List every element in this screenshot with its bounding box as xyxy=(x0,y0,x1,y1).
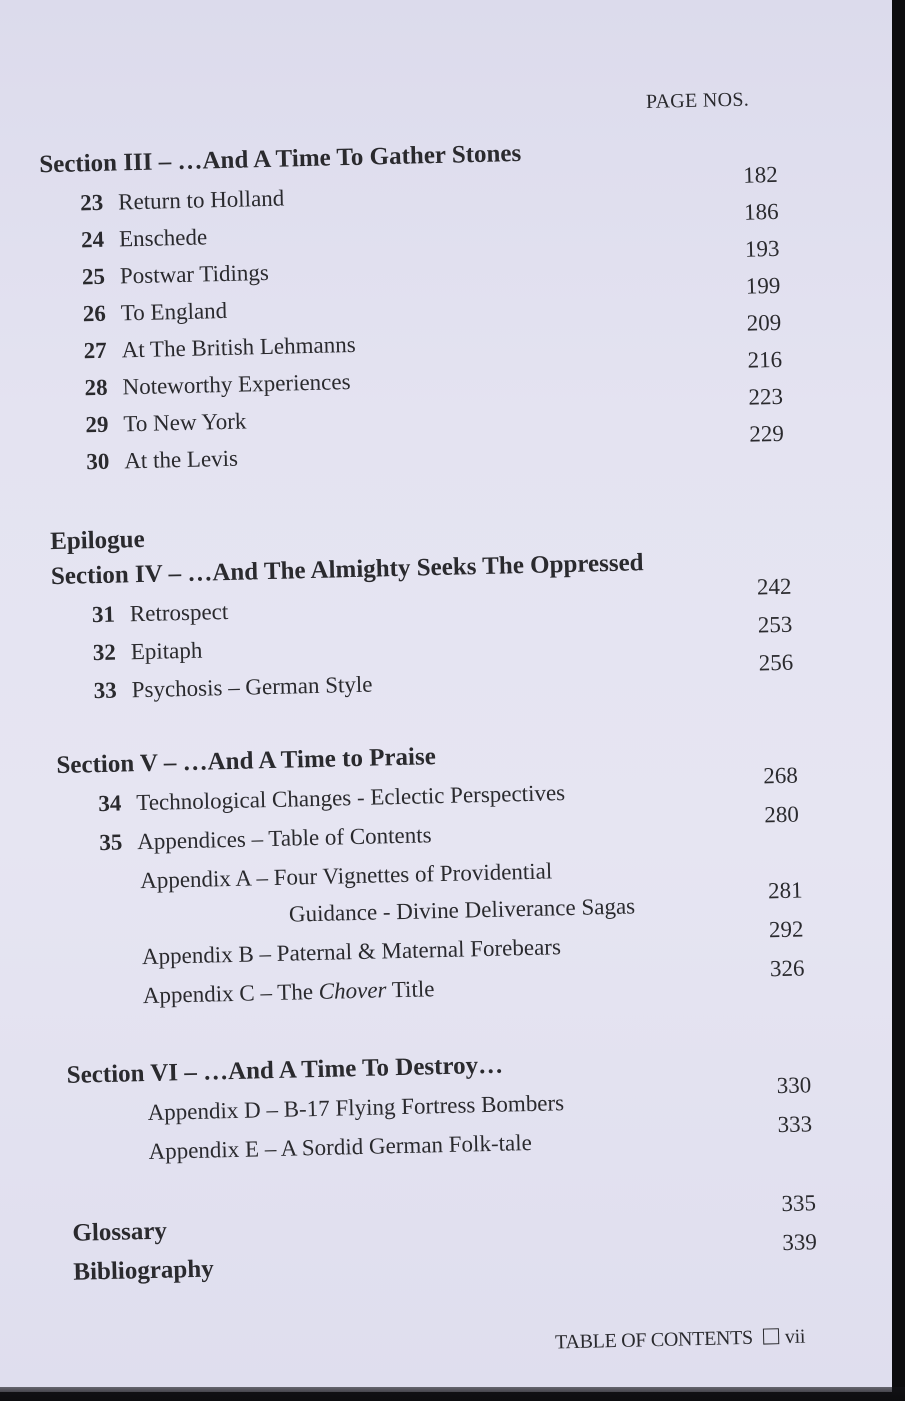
entry-page-number: 209 xyxy=(746,309,782,336)
entry-title: Noteworthy Experiences xyxy=(122,369,351,400)
section-3-title: Section III – …And A Time To Gather Stones xyxy=(38,139,522,179)
section-4-title: Section IV – …And The Almighty Seeks The Oppressed xyxy=(50,549,644,591)
entry-number: 23 xyxy=(79,189,104,216)
toc-entry-25 xyxy=(82,260,269,290)
entry-page-number: 223 xyxy=(748,383,784,410)
section-6-title: Section VI – …And A Time To Destroy… xyxy=(66,1051,504,1089)
entry-number: 33 xyxy=(93,677,117,704)
entry-page-number: 186 xyxy=(743,198,779,225)
entry-title: Retrospect xyxy=(129,598,229,627)
entry-page-number: 253 xyxy=(757,611,793,638)
entry-title: At the Levis xyxy=(123,445,239,474)
entry-title: Technological Changes - Eclectic Perspectives xyxy=(136,780,566,816)
appendix-c-title-post: Title xyxy=(386,976,435,1003)
entry-title: Enschede xyxy=(118,224,208,252)
entry-title: Epitaph xyxy=(130,637,203,665)
square-box-icon xyxy=(763,1328,779,1344)
bibliography-title: Bibliography xyxy=(73,1255,214,1286)
entry-page-number: 292 xyxy=(768,916,804,943)
folio-page-number: vii xyxy=(784,1325,806,1349)
entry-number: 34 xyxy=(98,790,122,817)
page-nos-header: PAGE NOS. xyxy=(645,88,750,113)
toc-entry-26 xyxy=(83,298,228,327)
entry-number: 25 xyxy=(81,263,106,290)
toc-entry-29 xyxy=(85,408,247,438)
entry-page-number: 330 xyxy=(776,1072,812,1099)
entry-page-number: 268 xyxy=(763,762,799,789)
entry-title: Return to Holland xyxy=(117,185,285,215)
entry-title: Psychosis – German Style xyxy=(131,671,373,703)
entry-number: 26 xyxy=(82,300,107,327)
toc-entry-28 xyxy=(84,369,351,401)
page-edge-shadow xyxy=(0,1387,905,1401)
toc-entry-27 xyxy=(83,332,356,364)
toc-entry-31 xyxy=(92,599,229,628)
entry-page-number: 229 xyxy=(749,420,785,447)
toc-entry-33 xyxy=(93,672,372,705)
appendix-c-entry xyxy=(143,976,435,1009)
toc-entry-34 xyxy=(98,780,565,817)
toc-entry-24 xyxy=(81,224,208,253)
entry-page-number: 335 xyxy=(781,1190,817,1217)
appendix-e-entry: Appendix E – A Sordid German Folk-tale xyxy=(148,1129,533,1164)
appendix-a-line-2: Guidance - Divine Deliverance Sagas xyxy=(288,893,636,927)
section-5-title: Section V – …And A Time to Praise xyxy=(56,743,437,780)
appendix-d-entry: Appendix D – B-17 Flying Fortress Bombers xyxy=(147,1090,565,1125)
toc-entry-23 xyxy=(80,186,285,217)
entry-number: 29 xyxy=(85,411,109,438)
entry-title: To New York xyxy=(123,408,247,437)
glossary-title: Glossary xyxy=(72,1217,168,1247)
entry-page-number: 242 xyxy=(756,573,792,600)
entry-number: 27 xyxy=(83,337,107,364)
entry-title: At The British Lehmanns xyxy=(121,331,356,363)
appendix-a-line-1: Appendix A – Four Vignettes of Providential xyxy=(139,858,553,894)
appendix-c-title-pre: Appendix C – The xyxy=(142,978,320,1009)
appendix-b-entry: Appendix B – Paternal & Maternal Forebears xyxy=(141,934,562,970)
entry-title: Appendices – Table of Contents xyxy=(136,822,432,855)
entry-page-number: 281 xyxy=(767,877,803,904)
entry-page-number: 199 xyxy=(745,272,781,299)
entry-title: To England xyxy=(120,297,228,326)
running-footer xyxy=(555,1326,805,1355)
entry-number: 31 xyxy=(91,601,116,628)
entry-number: 30 xyxy=(85,448,110,475)
entry-page-number: 216 xyxy=(747,346,783,373)
entry-number: 28 xyxy=(84,374,108,401)
entry-page-number: 256 xyxy=(758,649,794,676)
entry-page-number: 326 xyxy=(769,955,805,982)
entry-page-number: 193 xyxy=(744,235,780,262)
entry-title: Postwar Tidings xyxy=(119,259,270,289)
appendix-c-title-emphasis: Chover xyxy=(318,977,387,1004)
entry-page-number: 339 xyxy=(782,1229,818,1256)
entry-page-number: 280 xyxy=(764,801,800,828)
toc-entry-30 xyxy=(86,446,238,476)
entry-page-number: 182 xyxy=(742,161,779,188)
entry-page-number: 333 xyxy=(777,1111,813,1138)
toc-entry-35 xyxy=(99,822,432,856)
entry-number: 24 xyxy=(80,226,105,253)
footer-label: TABLE OF CONTENTS xyxy=(554,1326,754,1354)
entry-number: 32 xyxy=(92,639,117,666)
epilogue-title: Epilogue xyxy=(49,525,145,556)
entry-number: 35 xyxy=(98,829,123,856)
toc-entry-32 xyxy=(92,638,202,667)
